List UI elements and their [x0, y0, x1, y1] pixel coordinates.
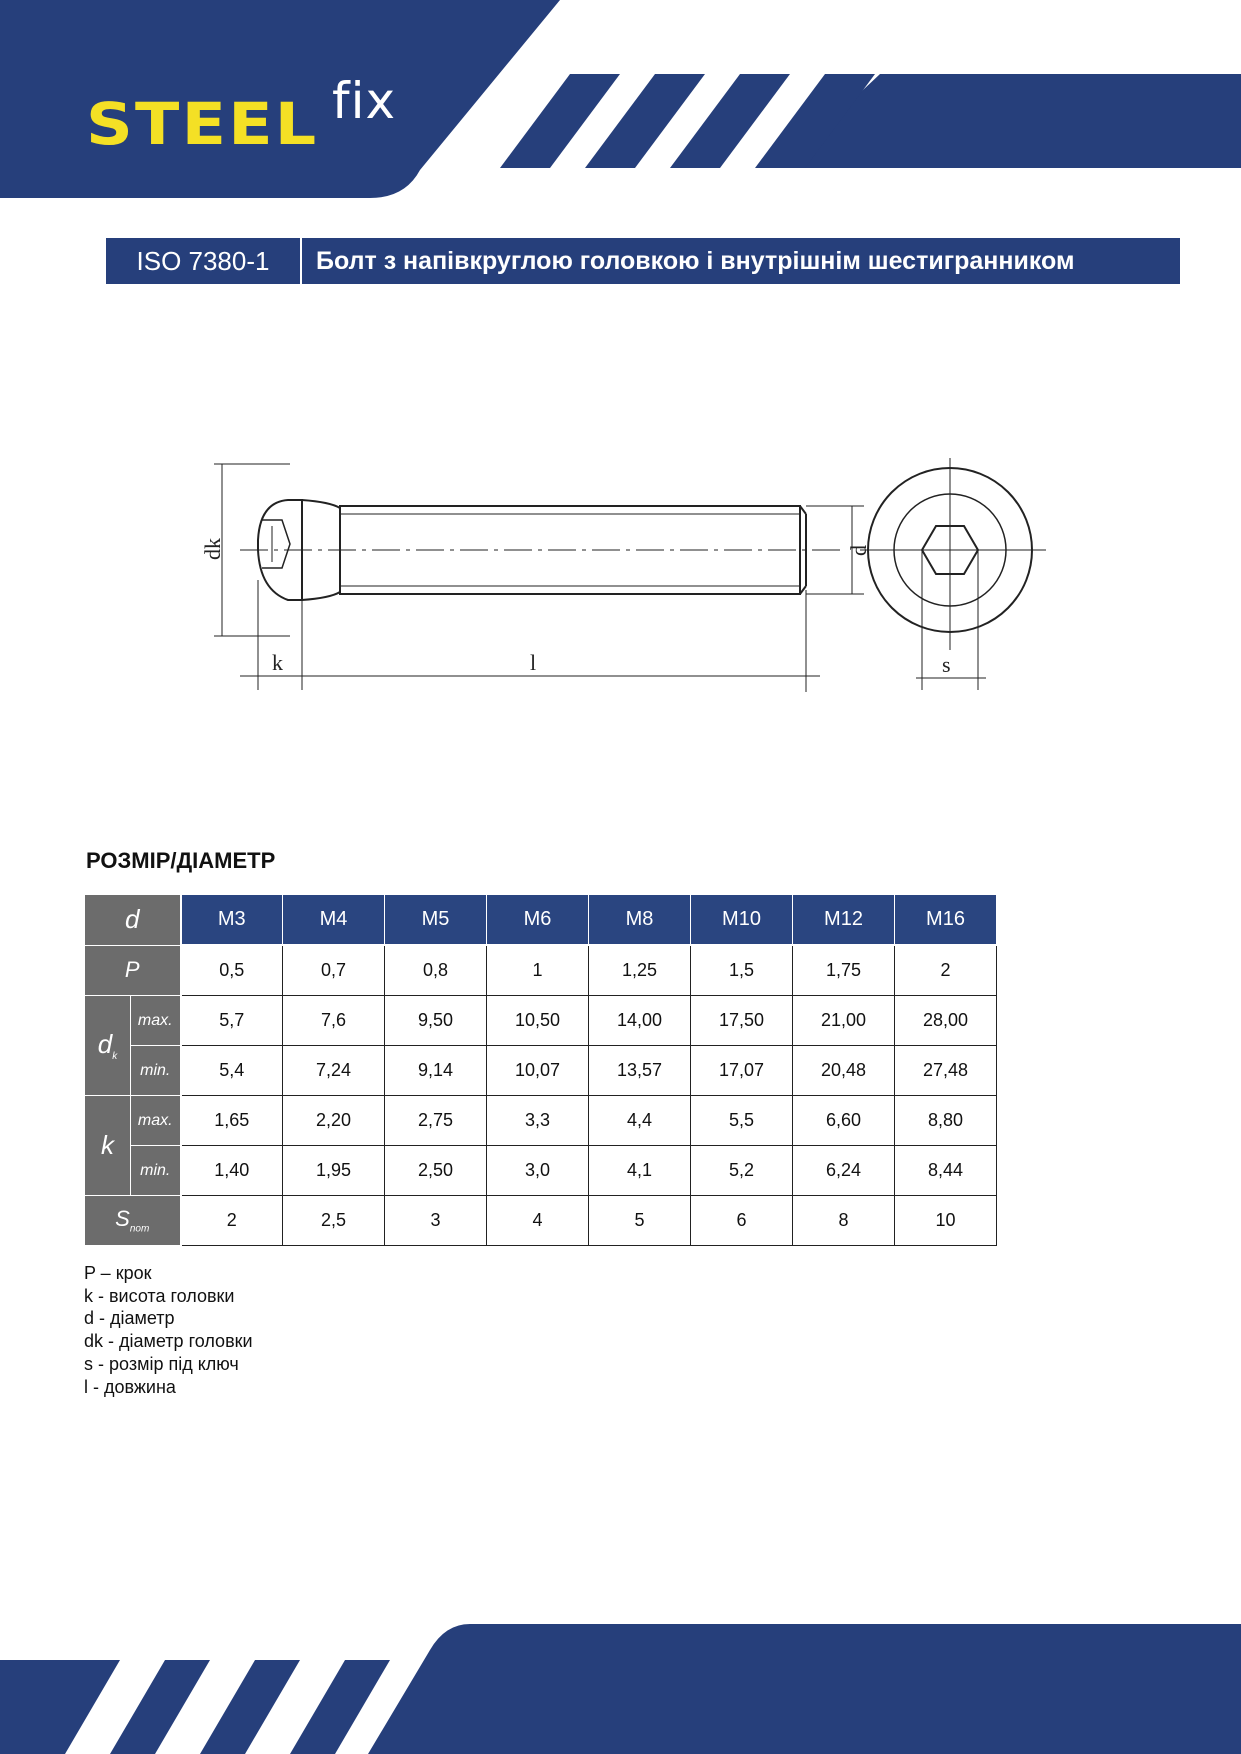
logo-steel-text: STEEL: [86, 90, 319, 158]
table-cell: 6,24: [793, 1146, 895, 1196]
footer-banner: [0, 1610, 1241, 1754]
row-label-k: k: [85, 1096, 131, 1196]
row-sublabel-max: max.: [131, 1096, 181, 1146]
row-label-s-main: S: [115, 1206, 130, 1232]
table-cell: 8,80: [895, 1096, 997, 1146]
size-header: M5: [385, 895, 487, 946]
title-bar: [106, 238, 1180, 284]
size-header: M3: [181, 895, 283, 946]
table-cell: 2,5: [283, 1196, 385, 1246]
row-sublabel-max: max.: [131, 996, 181, 1046]
table-cell: 0,8: [385, 945, 487, 996]
table-cell: 28,00: [895, 996, 997, 1046]
table-cell: 1,25: [589, 945, 691, 996]
row-sublabel-min: min.: [131, 1146, 181, 1196]
table-cell: 0,5: [181, 945, 283, 996]
table-cell: 2,50: [385, 1146, 487, 1196]
table-cell: 1: [487, 945, 589, 996]
table-cell: 3,3: [487, 1096, 589, 1146]
dim-label-dk: dk: [200, 538, 225, 560]
header-label-d: d: [85, 895, 181, 946]
table-cell: 21,00: [793, 996, 895, 1046]
size-header: M16: [895, 895, 997, 946]
table-cell: 0,7: [283, 945, 385, 996]
table-cell: 6,60: [793, 1096, 895, 1146]
table-cell: 20,48: [793, 1046, 895, 1096]
table-cell: 1,75: [793, 945, 895, 996]
size-header: M6: [487, 895, 589, 946]
row-label-dk: [85, 996, 131, 1096]
section-title: РОЗМІР/ДІАМЕТР: [86, 848, 276, 873]
table-row-pitch: [85, 945, 997, 996]
row-sublabel-min: min.: [131, 1046, 181, 1096]
table-cell: 5,4: [181, 1046, 283, 1096]
table-cell: 2,20: [283, 1096, 385, 1146]
legend-item: l - довжина: [84, 1376, 176, 1397]
table-cell: 7,24: [283, 1046, 385, 1096]
table-row-k-max: [85, 1096, 997, 1146]
table-cell: 5,7: [181, 996, 283, 1046]
dimensions-table: [84, 894, 997, 1246]
bolt-technical-drawing: [200, 440, 1060, 710]
legend: [84, 1262, 253, 1398]
table-row-k-min: [85, 1146, 997, 1196]
size-header: M4: [283, 895, 385, 946]
table-cell: 1,5: [691, 945, 793, 996]
dim-label-l: l: [530, 650, 537, 675]
row-label-s-sub: nom: [129, 1223, 150, 1235]
table-cell: 2: [895, 945, 997, 996]
table-cell: 3,0: [487, 1146, 589, 1196]
row-label-dk-main: d: [97, 1028, 113, 1059]
table-cell: 8,44: [895, 1146, 997, 1196]
table-cell: 5,2: [691, 1146, 793, 1196]
table-cell: 27,48: [895, 1046, 997, 1096]
table-cell: 5: [589, 1196, 691, 1246]
table-cell: 4,1: [589, 1146, 691, 1196]
legend-item: k - висота головки: [84, 1285, 235, 1306]
table-cell: 10,07: [487, 1046, 589, 1096]
table-cell: 17,50: [691, 996, 793, 1046]
table-cell: 14,00: [589, 996, 691, 1046]
size-header: M10: [691, 895, 793, 946]
product-name: Болт з напівкруглою головкою і внутрішнім шестигранником: [316, 246, 1075, 275]
table-cell: 9,50: [385, 996, 487, 1046]
table-row-dk-max: [85, 996, 997, 1046]
table-cell: 10,50: [487, 996, 589, 1046]
table-row-dk-min: [85, 1046, 997, 1096]
legend-item: P – крок: [84, 1263, 152, 1283]
steelfix-logo: [86, 72, 416, 162]
table-cell: 10: [895, 1196, 997, 1246]
logo-fix-text: fix: [332, 72, 397, 130]
table-cell: 7,6: [283, 996, 385, 1046]
legend-item: s - розмір під ключ: [84, 1353, 239, 1374]
table-cell: 8: [793, 1196, 895, 1246]
table-cell: 2,75: [385, 1096, 487, 1146]
table-cell: 1,95: [283, 1146, 385, 1196]
row-label-s: [85, 1196, 181, 1246]
table-cell: 17,07: [691, 1046, 793, 1096]
table-cell: 3: [385, 1196, 487, 1246]
row-label-p: P: [85, 945, 181, 996]
table-cell: 1,65: [181, 1096, 283, 1146]
table-cell: 2: [181, 1196, 283, 1246]
table-cell: 6: [691, 1196, 793, 1246]
table-cell: 13,57: [589, 1046, 691, 1096]
table-cell: 4,4: [589, 1096, 691, 1146]
dim-label-d: d: [846, 545, 871, 556]
size-header: M12: [793, 895, 895, 946]
table-row-s: [85, 1196, 997, 1246]
table-cell: 9,14: [385, 1046, 487, 1096]
dim-label-s: s: [942, 652, 951, 677]
table-header-row: [85, 895, 997, 946]
size-header: M8: [589, 895, 691, 946]
dim-label-k: k: [272, 650, 283, 675]
standard-code: ISO 7380-1: [106, 238, 302, 284]
table-cell: 5,5: [691, 1096, 793, 1146]
table-cell: 1,40: [181, 1146, 283, 1196]
row-label-dk-sub: k: [112, 1051, 118, 1063]
legend-item: d - діаметр: [84, 1308, 175, 1329]
legend-item: dk - діаметр головки: [84, 1331, 253, 1352]
table-cell: 4: [487, 1196, 589, 1246]
